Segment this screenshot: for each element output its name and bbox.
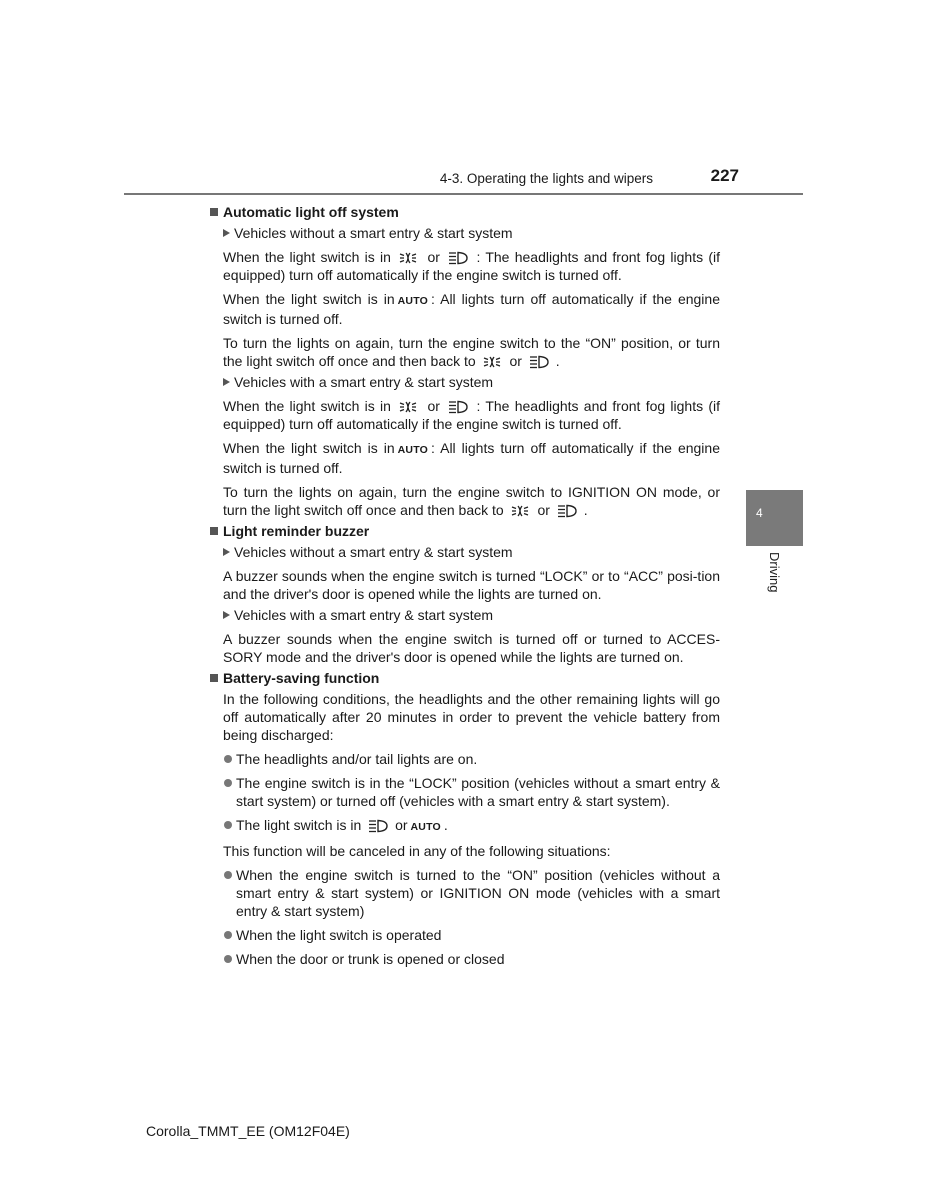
bullet-dot-icon bbox=[224, 871, 232, 879]
bullet-dot-icon bbox=[224, 755, 232, 763]
bullet-dot-icon bbox=[224, 779, 232, 787]
chapter-number: 4 bbox=[756, 506, 763, 520]
headlight-icon bbox=[448, 400, 468, 414]
paragraph: In the following conditions, the headlights and the other remaining lights will go off automatically after 20 minutes in order to prevent the vehicle battery from being discharged: bbox=[223, 691, 720, 743]
subheading: Vehicles without a smart entry & start system bbox=[223, 224, 720, 242]
section-title: 4-3. Operating the lights and wipers bbox=[439, 171, 653, 186]
paragraph: To turn the lights on again, turn the engine switch to IGNITION ON mode, or turn the light switch off once and then back to or . bbox=[223, 484, 720, 518]
list-item: When the engine switch is turned to the “ON” position (vehicles without a smart entry & start system) or IGNITION ON mode (vehicles with a smart entry & start system) bbox=[223, 866, 720, 920]
list-item: The headlights and/or tail lights are on. bbox=[223, 750, 720, 768]
heading-battery-saving: Battery-saving function bbox=[210, 669, 720, 687]
headlight-icon bbox=[368, 819, 388, 833]
bullet-dot-icon bbox=[224, 955, 232, 963]
triangle-bullet-icon bbox=[223, 229, 230, 237]
headlight-icon bbox=[557, 504, 577, 518]
tail-light-icon bbox=[399, 400, 419, 414]
triangle-bullet-icon bbox=[223, 378, 230, 386]
tail-light-icon bbox=[511, 504, 531, 518]
heading-light-reminder-buzzer: Light reminder buzzer bbox=[210, 522, 720, 540]
triangle-bullet-icon bbox=[223, 548, 230, 556]
triangle-bullet-icon bbox=[223, 611, 230, 619]
list-item: The engine switch is in the “LOCK” position (vehicles without a smart entry & start system) or turned off (vehicles with a smart entry & start system). bbox=[223, 774, 720, 810]
paragraph: When the light switch is in or : The headlights and front fog lights (if equipped) turn off automatically if the engine switch is turned off. bbox=[223, 249, 721, 283]
square-bullet-icon bbox=[210, 208, 218, 216]
paragraph: This function will be canceled in any of the following situations: bbox=[223, 843, 611, 859]
tail-light-icon bbox=[399, 251, 419, 265]
tail-light-icon bbox=[483, 355, 503, 369]
bullet-dot-icon bbox=[224, 821, 232, 829]
subheading: Vehicles without a smart entry & start system bbox=[223, 543, 720, 561]
paragraph: When the light switch is in or : The headlights and front fog lights (if equipped) turn off automatically if the engine switch is turned off. bbox=[223, 398, 721, 432]
paragraph: When the light switch is in AUTO : All lights turn off automatically if the engine switch is turned off. bbox=[223, 291, 720, 327]
subheading: Vehicles with a smart entry & start system bbox=[223, 606, 720, 624]
auto-icon: AUTO bbox=[397, 295, 428, 307]
paragraph: To turn the lights on again, turn the engine switch to the “ON” position, or turn the light switch off once and then back to or . bbox=[223, 335, 720, 369]
chapter-tab bbox=[746, 490, 803, 546]
auto-icon: AUTO bbox=[410, 821, 441, 833]
chapter-label: Driving bbox=[767, 552, 782, 593]
list-item: When the light switch is operated bbox=[223, 926, 720, 944]
headlight-icon bbox=[529, 355, 549, 369]
list-item: When the door or trunk is opened or closed bbox=[223, 950, 720, 968]
paragraph: A buzzer sounds when the engine switch is turned “LOCK” or to “ACC” posi-tion and the driver's door is opened while the lights are turned on. bbox=[223, 568, 720, 602]
square-bullet-icon bbox=[210, 674, 218, 682]
list-item: The light switch is in or AUTO . bbox=[223, 816, 720, 836]
page-header bbox=[124, 166, 803, 195]
paragraph: When the light switch is in AUTO : All lights turn off automatically if the engine switch is turned off. bbox=[223, 440, 720, 476]
auto-icon: AUTO bbox=[397, 444, 428, 456]
subheading: Vehicles with a smart entry & start system bbox=[223, 373, 720, 391]
paragraph: A buzzer sounds when the engine switch is turned off or turned to ACCES-SORY mode and the driver's door is opened while the lights are turned on. bbox=[223, 631, 720, 665]
page-content bbox=[210, 200, 720, 968]
headlight-icon bbox=[448, 251, 468, 265]
square-bullet-icon bbox=[210, 527, 218, 535]
bullet-dot-icon bbox=[224, 931, 232, 939]
page-footer: Corolla_TMMT_EE (OM12F04E) bbox=[146, 1123, 350, 1139]
heading-automatic-light-off: Automatic light off system bbox=[210, 203, 720, 221]
page-number: 227 bbox=[710, 166, 739, 185]
